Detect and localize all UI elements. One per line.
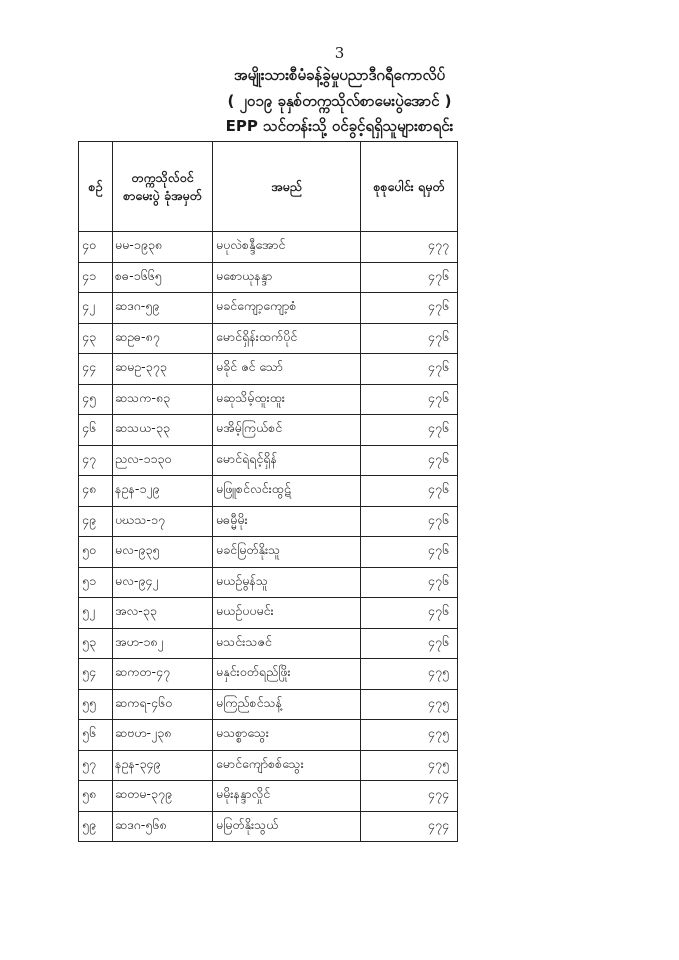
cell-serial-no: ၄၈ — [79, 476, 113, 507]
cell-total-marks: ၄၇၆ — [361, 262, 458, 293]
cell-name: မစောယုနန္ဒာ — [213, 262, 361, 293]
cell-roll-number: နဥန-၃၄၉ — [113, 750, 213, 781]
cell-name: မနှင်းဝတ်ရည်ဖြိုး — [213, 659, 361, 690]
cell-serial-no: ၅၀ — [79, 537, 113, 568]
cell-total-marks: ၄၇၆ — [361, 598, 458, 629]
cell-roll-number: ဆဒဂ-၅၉ — [113, 293, 213, 324]
cell-total-marks: ၄၇၆ — [361, 384, 458, 415]
cell-total-marks: ၄၇၅ — [361, 750, 458, 781]
table-row — [79, 354, 458, 385]
cell-roll-number: အဟ-၁၈၂ — [113, 628, 213, 659]
table-row — [79, 537, 458, 568]
cell-serial-no: ၄၉ — [79, 506, 113, 537]
header-serial-no: စဉ် — [79, 142, 113, 232]
table-row — [79, 506, 458, 537]
cell-serial-no: ၅၉ — [79, 811, 113, 842]
cell-roll-number: ဆမဥ-၃၇၃ — [113, 354, 213, 385]
table-row — [79, 811, 458, 842]
cell-name: မသစ္စာသွေး — [213, 720, 361, 751]
page-number: 3 — [334, 44, 345, 62]
cell-serial-no: ၄၆ — [79, 415, 113, 446]
cell-name: မောင်ရှိန်းထက်ပိုင် — [213, 323, 361, 354]
cell-serial-no: ၅၄ — [79, 659, 113, 690]
cell-roll-number: မလ-၉၃၅ — [113, 537, 213, 568]
cell-total-marks: ၄၇၇ — [361, 232, 458, 263]
cell-roll-number: မမ-၁၉၃၈ — [113, 232, 213, 263]
cell-total-marks: ၄၇၄ — [361, 811, 458, 842]
cell-serial-no: ၄၄ — [79, 354, 113, 385]
cell-name: မခိုင် ဇင် သော် — [213, 354, 361, 385]
cell-roll-number: ပဃသ-၁၇ — [113, 506, 213, 537]
cell-total-marks: ၄၇၆ — [361, 476, 458, 507]
cell-roll-number: နဥန-၁၂၉ — [113, 476, 213, 507]
admission-list-table — [78, 141, 458, 842]
cell-serial-no: ၅၅ — [79, 689, 113, 720]
cell-name: မဓမ္မီမိုး — [213, 506, 361, 537]
list-title: EPP သင်တန်းသို့ ဝင်ခွင့်ရရှိသူများစာရင်း — [225, 117, 454, 135]
cell-serial-no: ၅၆ — [79, 720, 113, 751]
cell-roll-number: ညလ-၁၁၃၀ — [113, 445, 213, 476]
cell-total-marks: ၄၇၆ — [361, 537, 458, 568]
cell-serial-no: ၅၇ — [79, 750, 113, 781]
cell-serial-no: ၄၁ — [79, 262, 113, 293]
cell-total-marks: ၄၇၆ — [361, 628, 458, 659]
table-row — [79, 323, 458, 354]
cell-name: မယဉ်မွန်သူ — [213, 567, 361, 598]
cell-total-marks: ၄၇၆ — [361, 354, 458, 385]
table-row — [79, 567, 458, 598]
cell-roll-number: စဓ-၁၆၆၅ — [113, 262, 213, 293]
cell-roll-number: ဆဒဂ-၅၆၈ — [113, 811, 213, 842]
table-body — [79, 232, 458, 842]
cell-serial-no: ၄၇ — [79, 445, 113, 476]
cell-name: မခင်မြတ်နိုးသူ — [213, 537, 361, 568]
cell-serial-no: ၅၃ — [79, 628, 113, 659]
cell-name: မအိမ့်ကြယ်စင် — [213, 415, 361, 446]
table-row — [79, 415, 458, 446]
cell-name: မယဉ်ပပမင်း — [213, 598, 361, 629]
header-total-marks: စုစုပေါင်း ရမှတ် — [361, 142, 458, 232]
cell-serial-no: ၄၀ — [79, 232, 113, 263]
table-row — [79, 262, 458, 293]
cell-roll-number: ဆဗဟ-၂၃၈ — [113, 720, 213, 751]
cell-roll-number: မလ-၉၄၂ — [113, 567, 213, 598]
cell-serial-no: ၅၈ — [79, 781, 113, 812]
cell-roll-number: ဆတမ-၃၇၉ — [113, 781, 213, 812]
cell-name: မောင်ကျော်စစ်သွေး — [213, 750, 361, 781]
cell-serial-no: ၅၁ — [79, 567, 113, 598]
cell-name: မကြည်စင်သန့် — [213, 689, 361, 720]
table-row — [79, 781, 458, 812]
cell-serial-no: ၄၅ — [79, 384, 113, 415]
cell-roll-number: အလ-၃၃ — [113, 598, 213, 629]
cell-roll-number: ဆသက-၈၃ — [113, 384, 213, 415]
exam-year-subtitle: ( ၂၀၁၉ ခုနှစ်တက္ကသိုလ်စာမေးပွဲအောင် ) — [227, 92, 452, 110]
cell-total-marks: ၄၇၆ — [361, 415, 458, 446]
cell-name: မဖြူစင်လင်းထွဋ် — [213, 476, 361, 507]
table-row — [79, 384, 458, 415]
cell-roll-number: ဆသယ-၃၃ — [113, 415, 213, 446]
cell-name: မမြတ်နိုးသွယ် — [213, 811, 361, 842]
cell-name: မောင်ရဲရင့်ရှိန် — [213, 445, 361, 476]
cell-total-marks: ၄၇၆ — [361, 567, 458, 598]
cell-total-marks: ၄၇၅ — [361, 689, 458, 720]
table-row — [79, 628, 458, 659]
table-row — [79, 476, 458, 507]
cell-name: မသင်းသဇင် — [213, 628, 361, 659]
table-row — [79, 720, 458, 751]
institution-title: အမျိုးသားစီမံခန့်ခွဲမှုပညာဒီဂရီကောလိပ် — [233, 66, 446, 84]
cell-total-marks: ၄၇၆ — [361, 323, 458, 354]
cell-total-marks: ၄၇၆ — [361, 293, 458, 324]
cell-name: မဆုသိမ့်ထူးထူး — [213, 384, 361, 415]
cell-total-marks: ၄၇၆ — [361, 445, 458, 476]
cell-total-marks: ၄၇၄ — [361, 781, 458, 812]
table-row — [79, 232, 458, 263]
table-row — [79, 598, 458, 629]
table-row — [79, 750, 458, 781]
cell-serial-no: ၅၂ — [79, 598, 113, 629]
table-row — [79, 445, 458, 476]
cell-serial-no: ၄၃ — [79, 323, 113, 354]
table-header-row — [79, 142, 458, 232]
table-row — [79, 689, 458, 720]
cell-name: မခင်ကျော့ကျော့စံ — [213, 293, 361, 324]
cell-total-marks: ၄၇၆ — [361, 506, 458, 537]
cell-roll-number: ဆကတ-၄၇ — [113, 659, 213, 690]
table-row — [79, 293, 458, 324]
cell-name: မပုလဲစန္ဒီအောင် — [213, 232, 361, 263]
cell-serial-no: ၄၂ — [79, 293, 113, 324]
cell-total-marks: ၄၇၅ — [361, 659, 458, 690]
header-roll-number: တက္ကသိုလ်ဝင်စာမေးပွဲ ခုံအမှတ် — [113, 142, 213, 232]
cell-name: မမိုးနန္ဒာလှိုင် — [213, 781, 361, 812]
header-name: အမည် — [213, 142, 361, 232]
cell-roll-number: ဆကရ-၄၆၀ — [113, 689, 213, 720]
cell-roll-number: ဆဥဓ-၈၇ — [113, 323, 213, 354]
cell-total-marks: ၄၇၅ — [361, 720, 458, 751]
table-row — [79, 659, 458, 690]
